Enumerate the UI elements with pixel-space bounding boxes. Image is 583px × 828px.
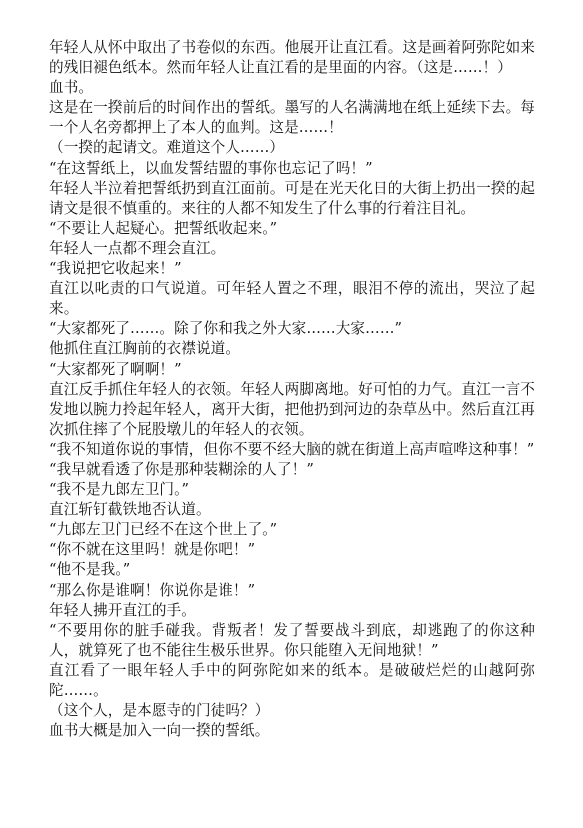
paragraph: 年轻人拂开直江的手。 [49,601,196,619]
paragraph: 直江反手抓住年轻人的衣领。年轻人两脚离地。好可怕的力气。直江一言不发地以腕力拎起年轻人，离开大街，把他扔到河边的杂草丛中。然后直江再次抓住摔了个屁股墩儿的年轻人的衣领。 [49,380,535,438]
paragraph: “不要用你的脏手碰我。背叛者！发了誓要战斗到底，却逃跑了的你这种人，就算死了也不能往生极乐世界。你只能堕入无间地狱！” [49,621,535,659]
paragraph: “我不知道你说的事情，但你不要不经大脑的就在街道上高声喧哗这种事！” [49,440,535,458]
paragraph: 这是在一揆前后的时间作出的誓纸。墨写的人名满满地在纸上延续下去。每一个人名旁都押上了本人的血判。这是……！ [49,99,535,137]
paragraph: “我早就看透了你是那种装糊涂的人了！” [49,460,314,478]
paragraph: “大家都死了啊啊！” [49,360,182,378]
paragraph: “九郎左卫门已经不在这个世上了。” [49,521,278,539]
paragraph: “我不是九郎左卫门。” [49,481,190,499]
paragraph: （这个人，是本愿寺的门徒吗？） [49,702,270,720]
paragraph: 年轻人从怀中取出了书卷似的东西。他展开让直江看。这是画着阿弥陀如来的残旧褪色纸本。然而年轻人让直江看的是里面的内容。（这是……！） [49,39,535,77]
paragraph: 直江斩钉截铁地否认道。 [49,501,211,519]
paragraph: “你不就在这里吗！就是你吧！” [49,541,256,559]
paragraph: 年轻人一点都不理会直江。 [49,239,226,257]
paragraph: “他不是我。” [49,561,131,579]
paragraph: 年轻人半泣着把誓纸扔到直江面前。可是在光天化日的大街上扔出一揆的起请文是很不慎重的。来往的人都不知发生了什么事的行着注目礼。 [49,179,535,217]
paragraph: 直江以叱责的口气说道。可年轻人置之不理，眼泪不停的流出，哭泣了起来。 [49,280,535,318]
paragraph: 血书。 [49,79,94,97]
paragraph: 直江看了一眼年轻人手中的阿弥陀如来的纸本。是破破烂烂的山越阿弥陀……。 [49,661,535,699]
paragraph: “大家都死了……。除了你和我之外大家……大家……” [49,320,403,338]
document-page [49,38,535,741]
paragraph: “那么你是谁啊！你说你是谁！” [49,581,256,599]
paragraph: “我说把它收起来！” [49,260,182,278]
paragraph: 血书大概是加入一向一揆的誓纸。 [49,722,270,740]
paragraph: “不要让人起疑心。把誓纸收起来。” [49,219,278,237]
paragraph: 他抓住直江胸前的衣襟说道。 [49,340,241,358]
paragraph: （一揆的起请文。难道这个人……） [49,139,285,157]
paragraph: “在这誓纸上，以血发誓结盟的事你也忘记了吗！” [49,159,373,177]
